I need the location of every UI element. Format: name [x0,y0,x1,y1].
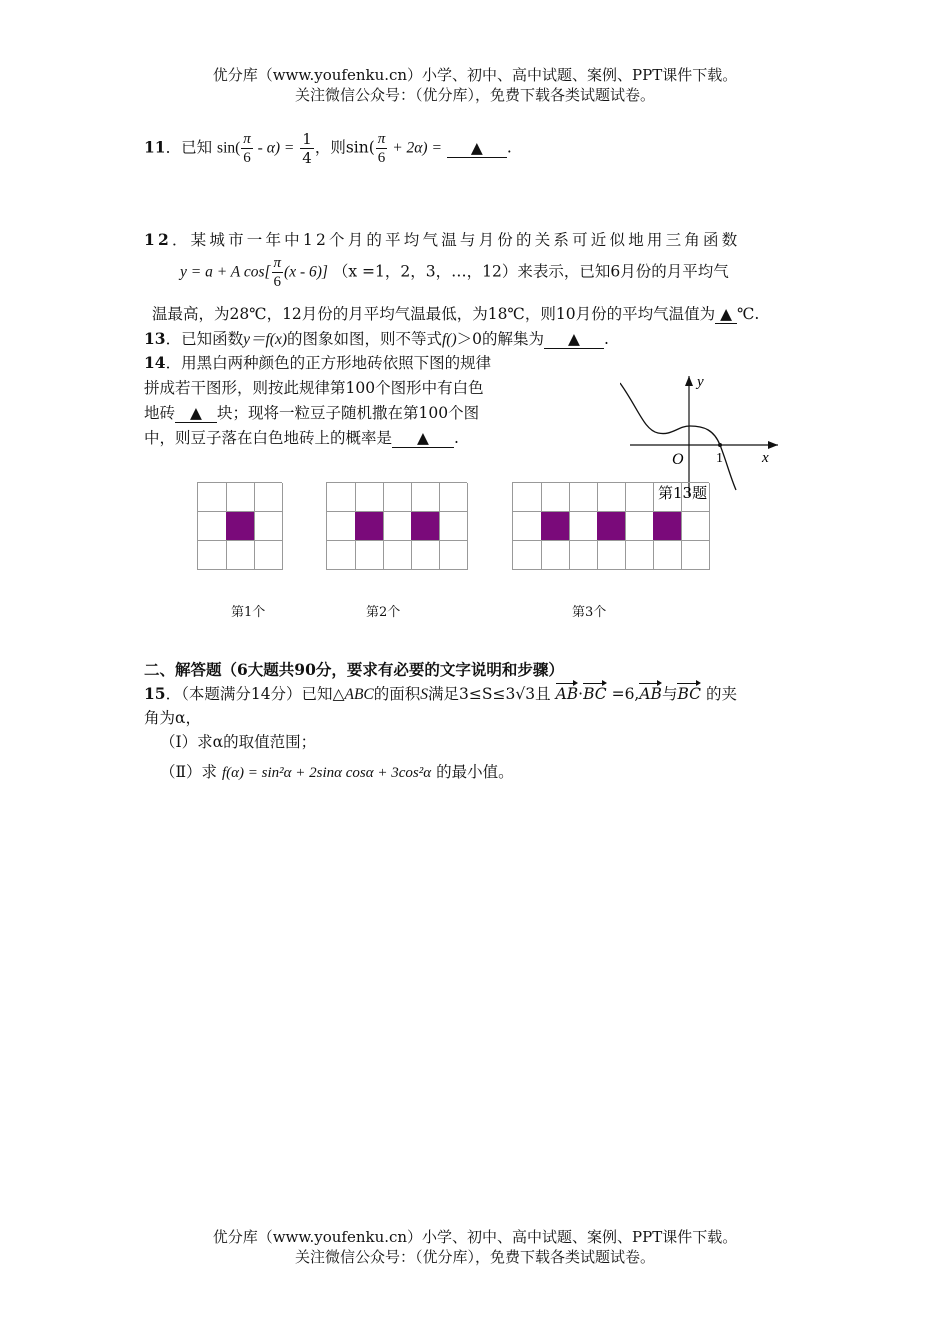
q12-answer-blank: ▲ [715,305,737,324]
q13-func: y＝f(x) [243,331,287,348]
white-tile [681,512,710,541]
white-tile [513,483,542,512]
white-tile [226,541,255,570]
q12-text3: 温最高，为28℃，12月份的月平均气温最低，为18℃，则10月份的平均气温值为 [152,305,716,323]
page-footer-line2: 关注微信公众号：（优分库），免费下载各类试题试卷。 [294,1248,655,1266]
section-2-title: 二、解答题（6大题共90分，要求有必要的文字说明和步骤） [144,660,564,679]
q15-tri: △ABC [332,686,374,703]
q12-number: 12 [144,230,172,249]
q12-formula-post: (x - 6)] [284,263,328,281]
question-14-line1 [144,351,491,373]
q14-caption-1: 第1个 [231,605,266,620]
white-tile [383,541,412,570]
q14-answer1-blank: ▲ [175,404,217,423]
dark-tile [411,512,440,541]
white-tile [681,483,710,512]
q12-six: 6 [273,274,282,290]
white-tile [411,541,440,570]
white-tile [226,483,255,512]
q15-part2-formula: f(α) = sin²α + 2sinα cosα + 3cos²α [221,765,432,781]
q11-one: 1 [302,130,312,148]
q14-caption-3: 第3个 [572,605,607,620]
question-12-line3 [152,302,759,324]
question-11 [144,130,512,167]
q14-line1: ．用黑白两种颜色的正方形地砖依照下图的规律 [165,354,492,372]
question-13 [144,327,609,349]
q15-number: 15 [144,684,166,703]
white-tile [681,541,710,570]
white-tile [541,541,570,570]
q11-six2: 6 [377,150,386,166]
q11-pre: ．已知 [165,138,213,157]
question-12-line2 [180,254,729,291]
q11-end: . [506,138,512,157]
root-point [718,443,722,447]
white-tile [569,541,598,570]
function-curve [620,383,736,490]
q13-text: ．已知函数 [165,330,244,348]
white-tile [569,512,598,541]
white-tile [254,541,283,570]
white-tile [439,541,468,570]
question-14-line3 [144,401,479,423]
q15-vector-bc2: BC [677,685,702,703]
white-tile [597,483,626,512]
white-tile [569,483,598,512]
white-tile [198,541,227,570]
q12-unit: ℃. [737,305,760,323]
white-tile [625,512,654,541]
q14-line3b: 块；现将一粒豆子随机撒在第100个图 [217,404,480,422]
page-header-line2: 关注微信公众号：（优分库），免费下载各类试题试卷。 [294,86,655,104]
q15-sqrt3: √3 [515,685,536,703]
dark-tile [226,512,255,541]
white-tile [254,512,283,541]
y-axis-label: y [697,374,704,390]
question-14-line4 [144,426,459,448]
white-tile [355,541,384,570]
white-tile [254,483,283,512]
q11-quarter-frac [300,130,314,167]
q11-pi: π [243,131,251,147]
q14-number: 14 [144,353,166,372]
question-15-line2: 角为α， [144,709,201,727]
q15-line1c: 满足3≤S≤3 [428,685,516,703]
q11-pi-frac2 [376,130,388,167]
question-12-line1 [144,228,740,250]
q11-pi2: π [377,131,386,147]
q15-dot: · [578,685,584,703]
page-header-line1: 优分库（www.youfenku.cn）小学、初中、高中试题、案例、PPT课件下载。 [212,66,738,84]
white-tile [355,483,384,512]
q11-number: 11 [144,137,166,157]
q12-cond: （x =1，2，3，…，12）来表示，已知6月份的月平均气 [332,262,729,281]
white-tile [513,512,542,541]
q13-end: . [604,330,609,348]
white-tile [513,541,542,570]
white-tile [653,541,682,570]
q13-ineq: f() [442,331,457,348]
q12-text1: ．某城市一年中12个月的平均气温与月份的关系可近似地用三角函数 [171,231,741,249]
y-axis-arrow [685,376,693,386]
q11-minus-alpha: - α) = [253,139,295,157]
q11-sin: sin( [217,139,241,157]
white-tile [439,512,468,541]
origin-label: O [672,451,684,468]
q14-answer2-blank: ▲ [392,429,454,448]
dark-tile [355,512,384,541]
q11-six: 6 [243,150,251,166]
q12-pi-frac [272,254,284,291]
q14-figure-2 [326,482,467,570]
dark-tile [653,512,682,541]
question-15-line1 [144,682,737,704]
q13-answer-blank: ▲ [544,330,604,349]
q15-S: S [420,686,429,703]
question-15-part2 [160,760,514,782]
white-tile [653,483,682,512]
q15-line1b: 的面积 [373,685,421,703]
white-tile [439,483,468,512]
q11-answer-blank: ▲ [447,139,507,158]
q15-yu: 与 [661,685,678,703]
white-tile [198,512,227,541]
q11-pi-frac [241,130,253,167]
white-tile [383,483,412,512]
q15-line1e: 的夹 [705,685,737,703]
q14-caption-2: 第2个 [366,605,401,620]
white-tile [541,483,570,512]
white-tile [327,541,356,570]
q15-vector-bc: BC [583,685,607,703]
white-tile [383,512,412,541]
page-footer-line1: 优分库（www.youfenku.cn）小学、初中、高中试题、案例、PPT课件下载。 [212,1228,738,1246]
q11-plus2alpha: + 2α) = [388,139,442,157]
white-tile [411,483,440,512]
q13-text3: ＞0的解集为 [456,330,545,348]
q11-four: 4 [302,149,312,167]
question-15-part1: （Ⅰ）求α的取值范围； [160,733,317,751]
q15-part2-pre: （Ⅱ）求 [160,763,218,781]
q15-vector-ab: AB [555,685,579,703]
white-tile [625,541,654,570]
q14-end: . [454,429,459,447]
question-14-line2: 拼成若干图形，则按此规律第100个图形中有白色 [144,379,484,397]
q11-sin2: sin( [345,138,375,157]
x-axis-arrow [768,441,778,449]
q15-line1d: 且 [535,685,551,703]
white-tile [327,483,356,512]
white-tile [198,483,227,512]
q13-text2: 的图象如图，则不等式 [286,330,442,348]
q13-graph-caption: 第13题 [658,484,708,502]
q13-number: 13 [144,329,166,348]
q15-part2-post: 的最小值。 [436,763,514,781]
white-tile [597,541,626,570]
dark-tile [597,512,626,541]
q15-vector-ab2: AB [639,685,662,703]
q11-mid: ，则 [314,138,346,157]
white-tile [625,483,654,512]
q12-formula-pre: y = a + A cos[ [180,263,271,281]
q15-eq6: =6, [611,685,640,703]
q12-pi: π [273,255,282,271]
q14-line4a: 中，则豆子落在白色地砖上的概率是 [144,429,393,447]
tick-one-label: 1 [716,451,723,466]
q15-line1a: ．（本题满分14分）已知 [165,685,333,703]
q14-figure-1 [197,482,282,570]
q14-line3a: 地砖 [144,404,176,422]
x-axis-label: x [762,450,769,466]
dark-tile [541,512,570,541]
q14-figure-3 [512,482,709,570]
white-tile [327,512,356,541]
